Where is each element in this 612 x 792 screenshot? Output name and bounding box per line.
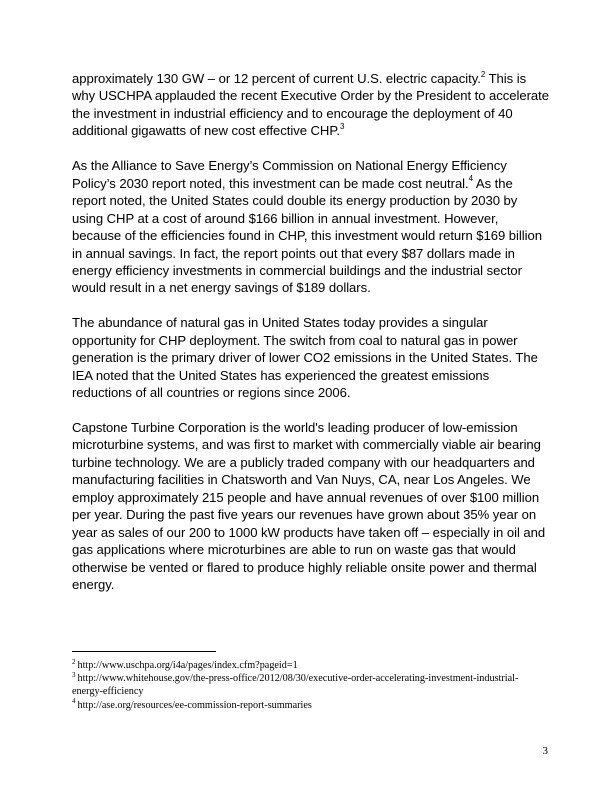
footnote-ref-2[interactable]: 2 [480, 69, 486, 79]
paragraph-2 [72, 157, 550, 297]
page-number: 3 [542, 745, 548, 757]
body-text [72, 70, 550, 594]
footnote-ref-3[interactable]: 3 [339, 122, 345, 131]
footnote-link[interactable]: http://www.uschpa.org/i4a/pages/index.cfm?pageid=1 [77, 660, 298, 671]
paragraph-1 [72, 70, 550, 140]
footnotes [72, 659, 542, 712]
footnote-ref-4[interactable]: 4 [468, 174, 474, 184]
footnote-link[interactable]: http://ase.org/resources/ee-commission-report-summaries [77, 699, 312, 711]
footnote-3 [72, 672, 542, 698]
paragraph-3: The abundance of natural gas in United States today provides a singular opportunity for CHP deployment. The switch from coal to natural gas in power generation is the primary driver of lower CO2 emissions in the United States. The IEA noted that the United States has experienced the greatest emissions reductions of all countries or regions since 2006. [72, 315, 538, 401]
footnote-4 [72, 699, 542, 712]
footnote-number: 2 [72, 657, 76, 666]
paragraph-2-text-a: As the Alliance to Save Energy’s Commission on National Energy Efficiency Policy’s 2030 report noted, this investment can be made cost neutral. [72, 158, 507, 191]
footnote-number: 4 [72, 697, 76, 706]
footnote-2 [72, 659, 542, 672]
paragraph-2-text-b: As the report noted, the United States could double its energy production by 2030 by using CHP at a cost of around $166 billion in annual investment. However, because of the efficiencies found in CHP, this investment would return $169 billion in annual savings. In fact, the report points out that every $87 dollars made in energy efficiency investments in commercial buildings and the industrial sector would result in a net energy savings of $189 dollars. [72, 175, 542, 296]
paragraph-1-text-b: This is why USCHPA applauded the recent Executive Order by the President to accelerate the investment in industrial efficiency and to encourage the deployment of 40 additional gigawatts of new cost effective CHP. [72, 71, 549, 139]
footnote-link[interactable]: http://www.whitehouse.gov/the-press-office/2012/08/30/executive-order-accelerating-investment-industrial-energy-efficiency [72, 673, 519, 698]
footnote-number: 3 [72, 670, 76, 679]
footnote-separator [72, 651, 216, 652]
paragraph-4: Capstone Turbine Corporation is the world's leading producer of low-emission microturbine systems, and was first to market with commercially viable air bearing turbine technology. We are a publicly traded company with our headquarters and manufacturing facilities in Chatsworth and Van Nuys, CA, near Los Angeles. We employ approximately 215 people and have annual revenues of over $100 million per year. During the past five years our revenues have grown about 35% year on year as sales of our 200 to 1000 kW products have taken off – especially in oil and gas applications where microturbines are able to run on waste gas that would otherwise be vented or flared to produce highly reliable onsite power and thermal energy. [72, 420, 546, 593]
paragraph-1-text-a: approximately 130 GW – or 12 percent of current U.S. electric capacity. [72, 71, 481, 86]
